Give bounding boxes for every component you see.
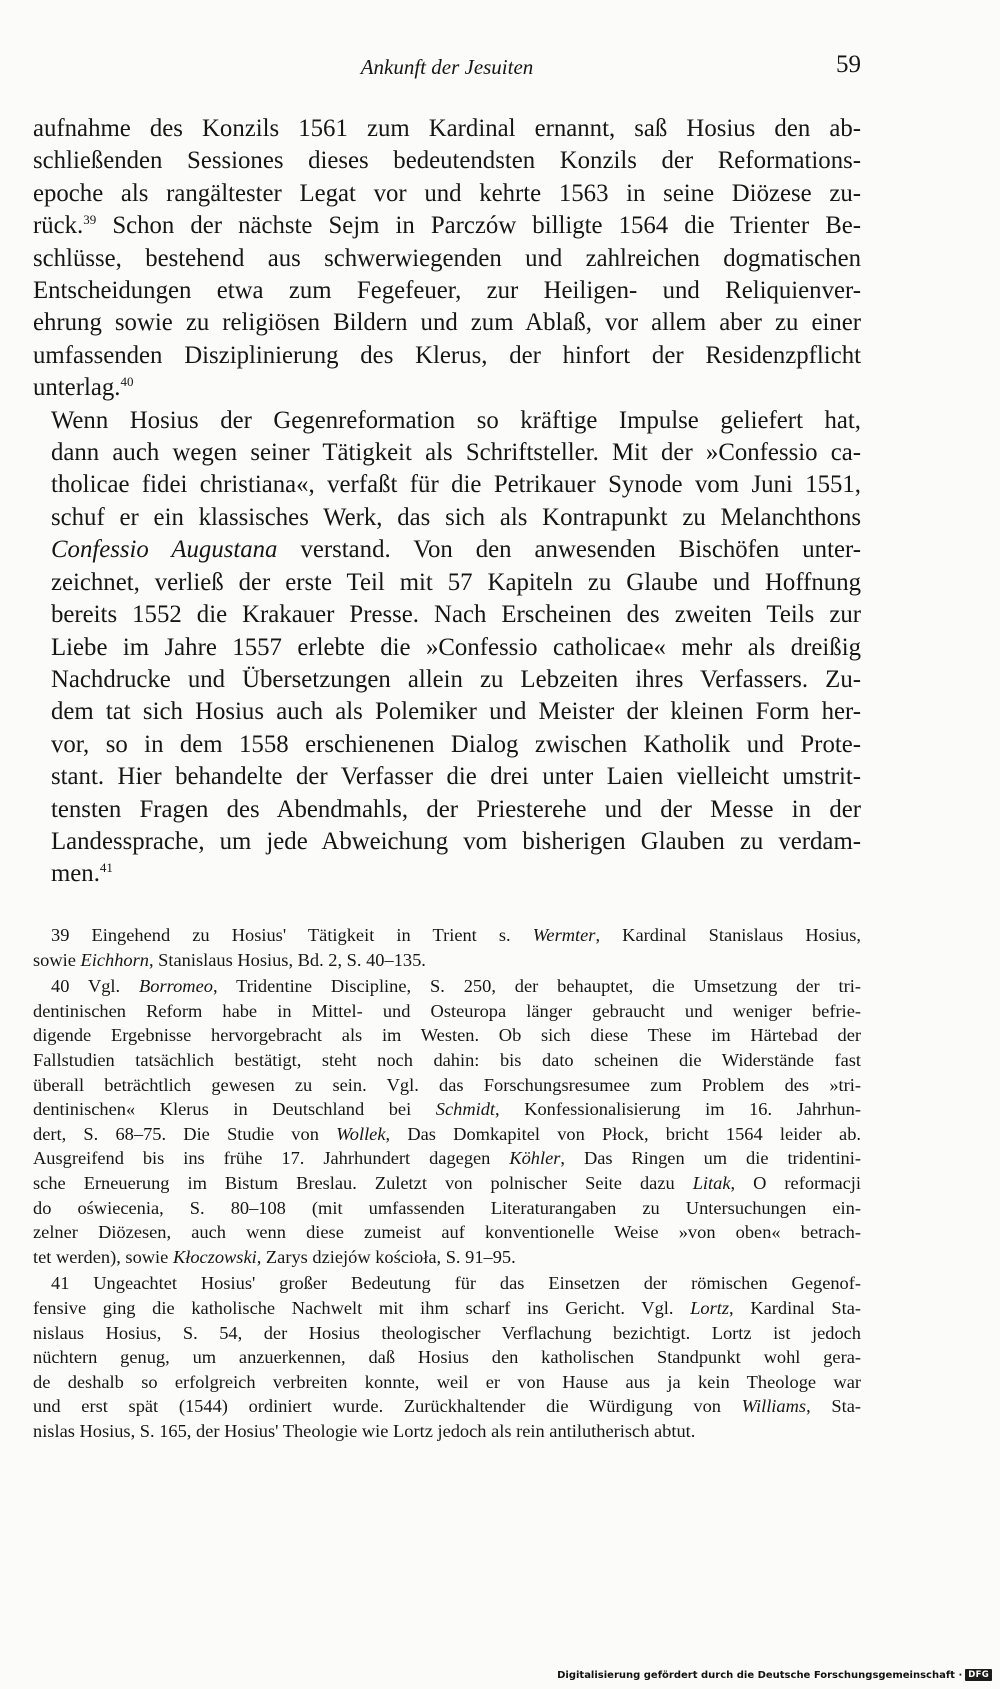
paragraph-1 [33, 113, 861, 405]
paragraph-2 [33, 405, 861, 891]
footnote-line: nislas Hosius, S. 165, der Hosius' Theologie wie Lortz jedoch als rein antilutherisch abtut. [33, 1420, 696, 1441]
text-line: tholicae fidei christiana«, verfaßt für die Petrikauer Synode vom Juni 1551, [51, 471, 861, 499]
footnotes [33, 923, 861, 1445]
footnote-line [33, 1146, 861, 1171]
text-fragment: 39 Eingehend zu Hosius' Tätigkeit in Trient s. [51, 925, 533, 945]
footnote-line: do oświecenia, S. 80–108 (mit umfassenden Literaturangaben zu Untersuchungen ein- [33, 1197, 861, 1218]
text-fragment: fensive ging die katholische Nachwelt mit ihm scharf ins Gericht. Vgl. [33, 1297, 691, 1318]
text-fragment: , Konfessionalisierung im 16. Jahrhun- [495, 1099, 861, 1120]
footnote-line [33, 1122, 861, 1147]
footnote-line: dentinischen Reform habe in Mittel- und Osteuropa länger gebraucht und weniger befrie- [33, 1000, 861, 1021]
text-fragment: und erst spät (1544) ordiniert wurde. Zurückhaltender die Würdigung von [33, 1396, 742, 1417]
text-line: epoche als rangältester Legat vor und kehrte 1563 in seine Diözese zu- [33, 179, 861, 207]
text-line: Landessprache, um jede Abweichung vom bisherigen Glauben zu verdam- [51, 827, 861, 855]
text-fragment: tet werden), sowie [33, 1246, 173, 1267]
footnote-ref-41[interactable]: 41 [99, 860, 113, 876]
text-line: umfassenden Disziplinierung des Klerus, der hinfort der Residenzpflicht [33, 341, 861, 369]
italic-title: Confessio Augustana [51, 536, 278, 564]
text-fragment: men. [51, 860, 100, 888]
text-line: Liebe im Jahre 1557 erlebte die »Confessio catholicae« mehr als dreißig [51, 633, 861, 661]
running-title: Ankunft der Jesuiten [360, 55, 534, 79]
author-name: Eichhorn [80, 949, 149, 970]
dfg-logo: DFG [965, 1669, 992, 1681]
text-line: dann auch wegen seiner Tätigkeit als Schriftsteller. Mit der »Confessio ca- [51, 439, 861, 467]
text-line [33, 858, 861, 890]
footnote-line [33, 1171, 861, 1196]
footnote-line: 41 Ungeachtet Hosius' großer Bedeutung für das Einsetzen der römischen Gegenof- [51, 1273, 861, 1294]
text-line: Entscheidungen etwa zum Fegefeuer, zur Heiligen- und Reliquienver- [33, 277, 861, 305]
text-fragment: dert, S. 68–75. Die Studie von [33, 1123, 337, 1144]
text-line [33, 372, 861, 404]
page-number: 59 [836, 51, 861, 78]
author-name: Schmidt [435, 1099, 496, 1120]
text-fragment: dentinischen« Klerus in Deutschland bei [33, 1099, 436, 1120]
text-line: schuf er ein klassisches Werk, das sich als Kontrapunkt zu Melanchthons [51, 503, 861, 531]
text-line [33, 210, 861, 242]
footnote-40 [33, 974, 861, 1269]
funding-footer [557, 1667, 992, 1683]
footnote-39 [33, 923, 861, 972]
text-fragment: unterlag. [33, 374, 121, 402]
text-line: Wenn Hosius der Gegenreformation so kräftige Impulse geliefert hat, [51, 406, 861, 434]
text-fragment: , Stanislaus Hosius, Bd. 2, S. 40–135. [148, 949, 426, 970]
footnote-line: überall beträchtlich gewesen zu sein. Vgl. das Forschungsresumee zum Problem des »tri- [33, 1074, 861, 1095]
author-name: Köhler [509, 1148, 561, 1169]
text-fragment: , O reformacji [730, 1172, 861, 1193]
text-line: stant. Hier behandelte der Verfasser die drei unter Laien vielleicht umstrit- [51, 763, 861, 791]
footnote-line: zelner Diözesen, auch wenn diese zumeist auf konventionelle Weise »von oben« betrach- [33, 1222, 861, 1243]
text-fragment: sche Erneuerung im Bistum Breslau. Zuletzt von polnischer Seite dazu [33, 1172, 693, 1193]
footnote-line [33, 948, 861, 973]
funding-text: Digitalisierung gefördert durch die Deutsche Forschungsgemeinschaft · [557, 1669, 963, 1681]
text-line [33, 534, 861, 566]
footnote-line: digende Ergebnisse hervorgebracht als im Westen. Ob sich diese These im Härtebad der [33, 1025, 861, 1046]
footnote-line: nislaus Hosius, S. 54, der Hosius theologischer Verflachung bezichtigt. Lortz ist jedoch [33, 1322, 861, 1343]
footnote-line [33, 1394, 861, 1419]
text-fragment: , Tridentine Discipline, S. 250, der behauptet, die Umsetzung der tri- [212, 976, 862, 997]
main-text [33, 113, 861, 891]
text-line: ehrung sowie zu religiösen Bildern und zum Ablaß, vor allem aber zu einer [33, 309, 861, 337]
text-line: vor, so in dem 1558 erschienenen Dialog zwischen Katholik und Prote- [51, 730, 861, 758]
footnote-line: Fallstudien tatsächlich bestätigt, steht noch dahin: bis dato scheinen die Widerstände fast [33, 1049, 861, 1070]
author-name: Litak [692, 1172, 731, 1193]
text-line: Nachdrucke und Übersetzungen allein zu Lebzeiten ihres Verfassers. Zu- [51, 665, 861, 693]
footnote-line: de deshalb so erfolgreich verbreiten konnte, weil er von Hause aus ja kein Theologe war [33, 1371, 861, 1392]
author-name: Williams [741, 1396, 807, 1417]
text-fragment: , Das Domkapitel von Płock, bricht 1564 leider ab. [385, 1123, 861, 1144]
footnote-line [33, 1296, 861, 1321]
author-name: Kłoczowski [172, 1246, 257, 1267]
text-line: bereits 1552 die Krakauer Presse. Nach Erscheinen des zweiten Teils zur [51, 601, 861, 629]
text-fragment: Schon der nächste Sejm in Parczów billigte 1564 die Trienter Be- [96, 212, 861, 240]
footnote-line [33, 974, 861, 999]
footnote-line [33, 1245, 861, 1270]
footnote-line: nüchtern genug, um anzuerkennen, daß Hosius den katholischen Standpunkt wohl gera- [33, 1347, 861, 1368]
text-line: schließenden Sessiones dieses bedeutendsten Konzils der Reformations- [33, 147, 861, 175]
text-line: zeichnet, verließ der erste Teil mit 57 Kapiteln zu Glaube und Hoffnung [51, 568, 861, 596]
text-fragment: verstand. Von den anwesenden Bischöfen unter- [277, 536, 861, 564]
text-fragment: Ausgreifend bis ins frühe 17. Jahrhundert dagegen [33, 1148, 510, 1169]
text-fragment: , Kardinal Sta- [729, 1297, 861, 1318]
text-fragment: sowie [33, 949, 81, 970]
text-line: aufnahme des Konzils 1561 zum Kardinal ernannt, saß Hosius den ab- [33, 115, 861, 142]
text-fragment: 40 Vgl. [51, 976, 140, 997]
footnote-41 [33, 1271, 861, 1443]
author-name: Wermter [532, 925, 596, 945]
text-fragment: , Kardinal Stanislaus Hosius, [595, 925, 862, 945]
text-line: tensten Fragen des Abendmahls, der Priesterehe und der Messe in der [51, 795, 861, 823]
author-name: Lortz [690, 1297, 730, 1318]
author-name: Wollek [336, 1123, 386, 1144]
running-head [33, 50, 861, 84]
footnote-line [33, 1097, 861, 1122]
text-fragment: , Zarys dziejów kościoła, S. 91–95. [256, 1246, 516, 1267]
footnote-line [33, 923, 861, 948]
text-line: schlüsse, bestehend aus schwerwiegenden und zahlreichen dogmatischen [33, 244, 861, 272]
text-fragment: rück. [33, 212, 84, 240]
footnote-ref-39[interactable]: 39 [83, 212, 97, 228]
text-fragment: , Das Ringen um die tridentini- [560, 1148, 861, 1169]
footnote-ref-40[interactable]: 40 [120, 374, 134, 390]
author-name: Borromeo [139, 976, 213, 997]
text-line: dem tat sich Hosius auch als Polemiker und Meister der kleinen Form her- [51, 698, 861, 726]
text-fragment: , Sta- [806, 1396, 861, 1417]
